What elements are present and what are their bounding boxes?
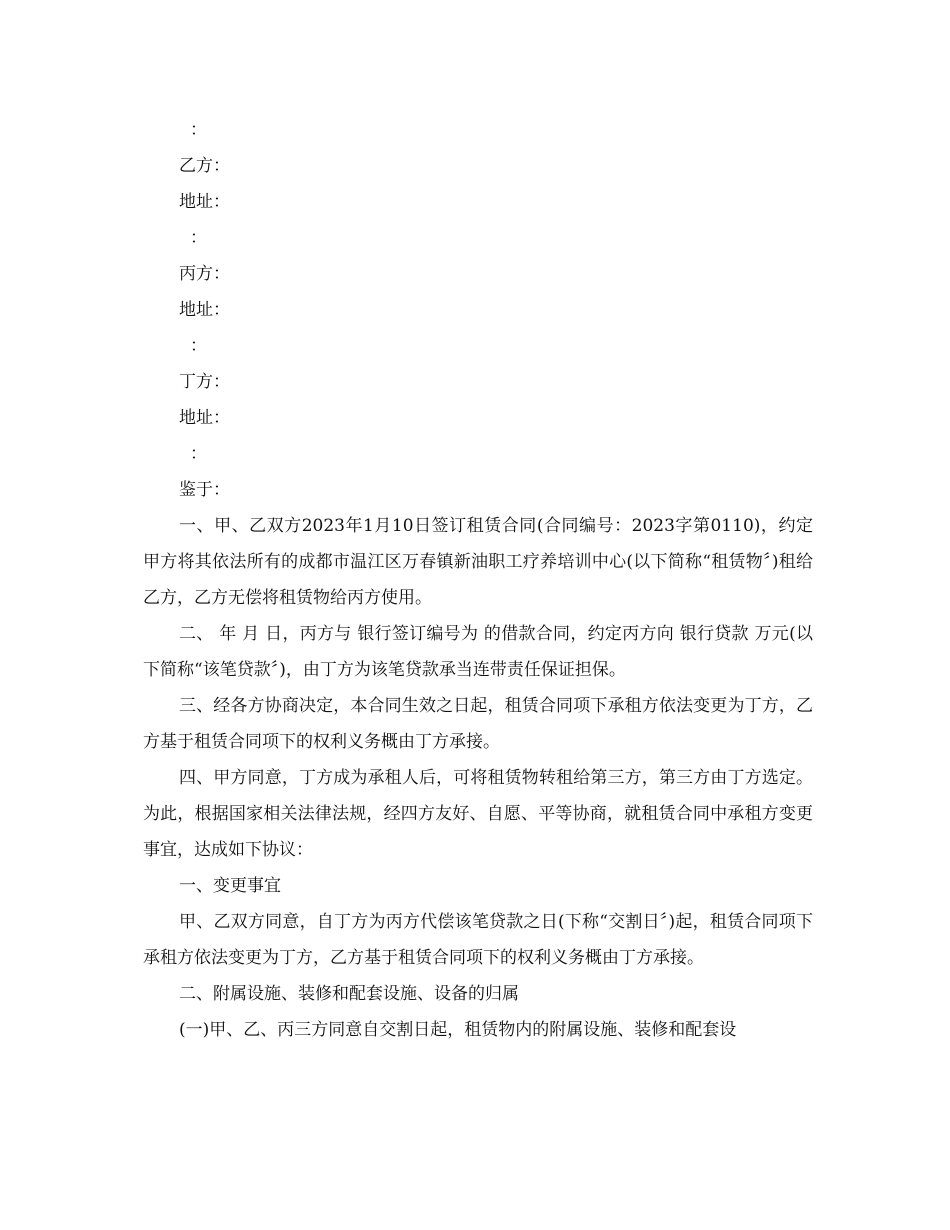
recital-paragraph-2: 二、 年 月 日，丙方与 银行签订编号为 的借款合同，约定丙方向 银行贷款 万元(以下简称“该笔贷款〞)，由丁方为该笔贷款承当连带责任保证担保。 xyxy=(143,624,813,680)
party-d-contact-line: ： xyxy=(190,444,207,464)
party-b-contact-line: ： xyxy=(190,228,207,248)
party-c-contact-line: ： xyxy=(190,336,207,356)
change-matters-paragraph: 甲、乙双方同意，自丁方为丙方代偿该笔贷款之日(下称“交割日〞)起，租赁合同项下承租方依法变更为丁方，乙方基于租赁合同项下的权利义务概由丁方承接。 xyxy=(143,912,813,968)
party-b-label: 乙方： xyxy=(179,156,230,176)
whereas-label: 鉴于： xyxy=(179,480,230,500)
recital-paragraph-3: 三、经各方协商决定，本合同生效之日起，租赁合同项下承租方依法变更为丁方，乙方基于租赁合同项下的权利义务概由丁方承接。 xyxy=(143,696,813,752)
recital-paragraph-4: 四、甲方同意，丁方成为承租人后，可将租赁物转租给第三方，第三方由丁方选定。为此，根据国家相关法律法规，经四方友好、自愿、平等协商，就租赁合同中承租方变更事宜，达成如下协议： xyxy=(143,768,813,860)
party-c-label: 丙方： xyxy=(179,264,230,284)
section-heading-facilities-ownership: 二、附属设施、装修和配套设施、设备的归属 xyxy=(179,984,519,1004)
party-d-address-label: 地址： xyxy=(179,408,230,428)
recital-paragraph-1: 一、甲、乙双方2023年1月10日签订租赁合同(合同编号：2023字第0110)，约定甲方将其依法所有的成都市温江区万春镇新油职工疗养培训中心(以下简称“租赁物〞)租给乙方，乙方无偿将租赁物给丙方使用。 xyxy=(143,516,813,608)
party-c-address-label: 地址： xyxy=(179,300,230,320)
party-d-label: 丁方： xyxy=(179,372,230,392)
document-body xyxy=(143,112,813,1048)
party-b-address-label: 地址： xyxy=(179,192,230,212)
party-a-contact-line: ： xyxy=(190,120,207,140)
facilities-clause-1: (一)甲、乙、丙三方同意自交割日起，租赁物内的附属设施、装修和配套设 xyxy=(179,1020,737,1040)
section-heading-change-matters: 一、变更事宜 xyxy=(179,876,281,896)
